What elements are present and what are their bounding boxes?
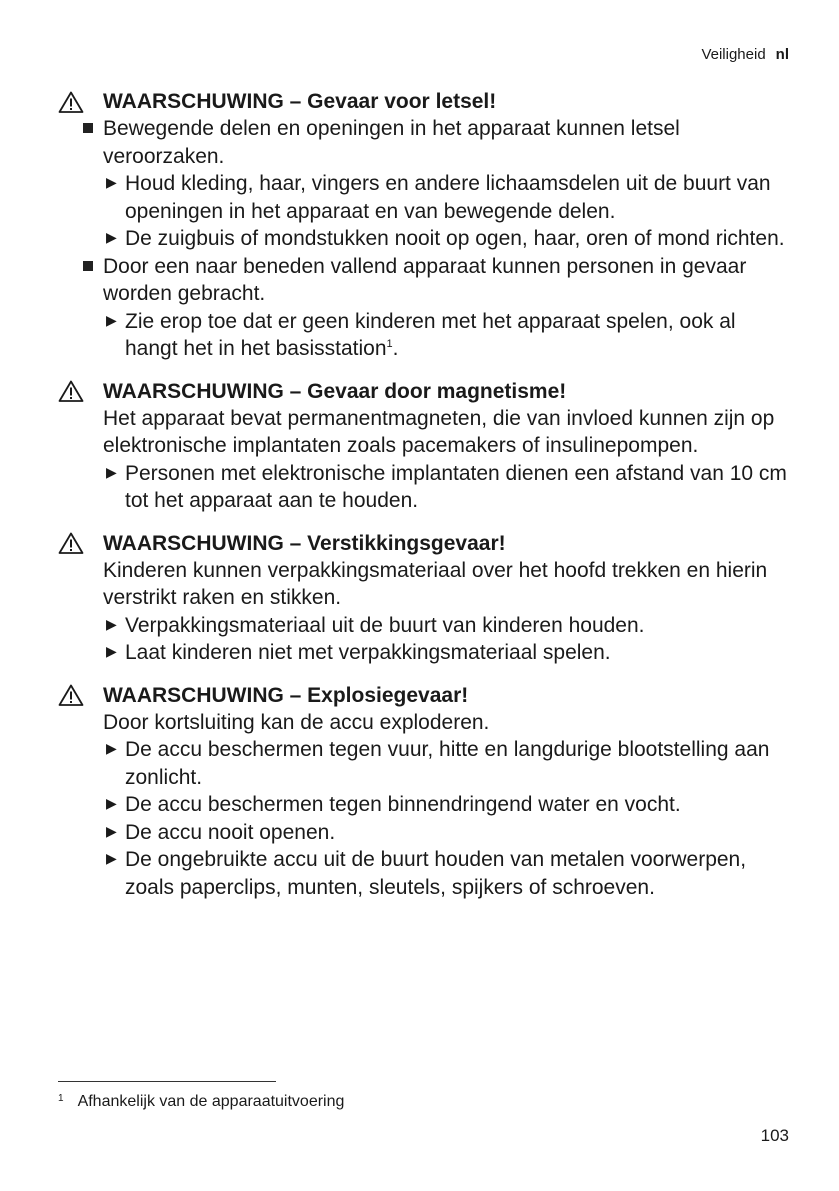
action-item: ▶ Personen met elektronische implantaten dienen een afstand van 10 cm tot het apparaat aan te houden. — [106, 461, 787, 512]
page-header — [701, 46, 789, 63]
footnote — [58, 1093, 344, 1111]
list-item: Bewegende delen en openingen in het apparaat kunnen letsel veroorzaken. — [58, 115, 790, 170]
section-label: Veiligheid — [701, 46, 766, 63]
warning-magnetism — [58, 378, 790, 515]
action-item: ▶ De ongebruikte accu uit de buurt houden van metalen voorwerpen, zoals paperclips, munten, sleutels, spijkers of schroeven. — [106, 848, 747, 899]
language-code: nl — [775, 46, 789, 63]
warning-triangle-icon — [58, 91, 84, 113]
arrow-bullet-icon: ▶ — [106, 822, 117, 839]
page-number: 103 — [760, 1126, 789, 1145]
arrow-bullet-icon: ▶ — [106, 850, 117, 866]
action-item: ▶ De accu nooit openen. — [106, 820, 336, 844]
action-item: ▶ De zuigbuis of mondstukken nooit op ogen, haar, oren of mond richten. — [106, 227, 785, 250]
footnote-text: Afhankelijk van de apparaatuitvoering — [77, 1093, 345, 1110]
warning-body: Kinderen kunnen verpakkingsmateriaal over het hoofd trekken en hierin verstrikt raken en stikken. — [103, 558, 768, 609]
warning-suffocation — [58, 530, 790, 667]
warning-title: WAARSCHUWING – Verstikkingsgevaar! — [103, 531, 506, 555]
square-bullet-icon — [83, 123, 93, 133]
warning-triangle-icon — [58, 684, 84, 706]
warning-body: Het apparaat bevat permanentmagneten, die van invloed kunnen zijn op elektronische implantaten zoals pacemakers of insulinepompen. — [103, 406, 775, 457]
list-item: Door een naar beneden vallend apparaat kunnen personen in gevaar worden gebracht. — [58, 253, 790, 308]
warning-title: WAARSCHUWING – Explosiegevaar! — [103, 683, 469, 707]
action-item: ▶ Verpakkingsmateriaal uit de buurt van kinderen houden. — [106, 613, 645, 637]
arrow-bullet-icon: ▶ — [106, 463, 117, 480]
arrow-bullet-icon: ▶ — [106, 311, 117, 328]
warning-title: WAARSCHUWING – Gevaar voor letsel! — [103, 90, 497, 113]
footnote-number: 1 — [58, 1093, 64, 1104]
warning-title: WAARSCHUWING – Gevaar door magnetisme! — [103, 379, 567, 403]
warnings-content — [58, 88, 790, 916]
warning-explosion — [58, 682, 790, 902]
warning-triangle-icon — [58, 532, 84, 554]
warning-body: Door kortsluiting kan de accu exploderen. — [103, 710, 490, 734]
square-bullet-icon — [83, 261, 93, 271]
arrow-bullet-icon: ▶ — [106, 795, 117, 811]
arrow-bullet-icon: ▶ — [106, 740, 117, 756]
warning-triangle-icon — [58, 380, 84, 402]
action-item: ▶ De accu beschermen tegen binnendringend water en vocht. — [106, 793, 681, 816]
action-item: ▶ Laat kinderen niet met verpakkingsmateriaal spelen. — [106, 641, 611, 664]
arrow-bullet-icon: ▶ — [106, 174, 117, 190]
action-item: ▶ Zie erop toe dat er geen kinderen met het apparaat spelen, ook al hangt het in het basisstation$^1$. — [106, 309, 736, 360]
arrow-bullet-icon: ▶ — [106, 229, 117, 245]
footnote-divider — [58, 1081, 276, 1082]
arrow-bullet-icon: ▶ — [106, 643, 117, 659]
arrow-bullet-icon: ▶ — [106, 615, 117, 632]
action-item: ▶ Houd kleding, haar, vingers en andere lichaamsdelen uit de buurt van openingen in het apparaat en van bewegende delen. — [106, 172, 771, 223]
warning-injury — [58, 88, 790, 363]
action-item: ▶ De accu beschermen tegen vuur, hitte en langdurige blootstelling aan zonlicht. — [106, 738, 770, 789]
footnote-ref: 1 — [386, 338, 393, 350]
